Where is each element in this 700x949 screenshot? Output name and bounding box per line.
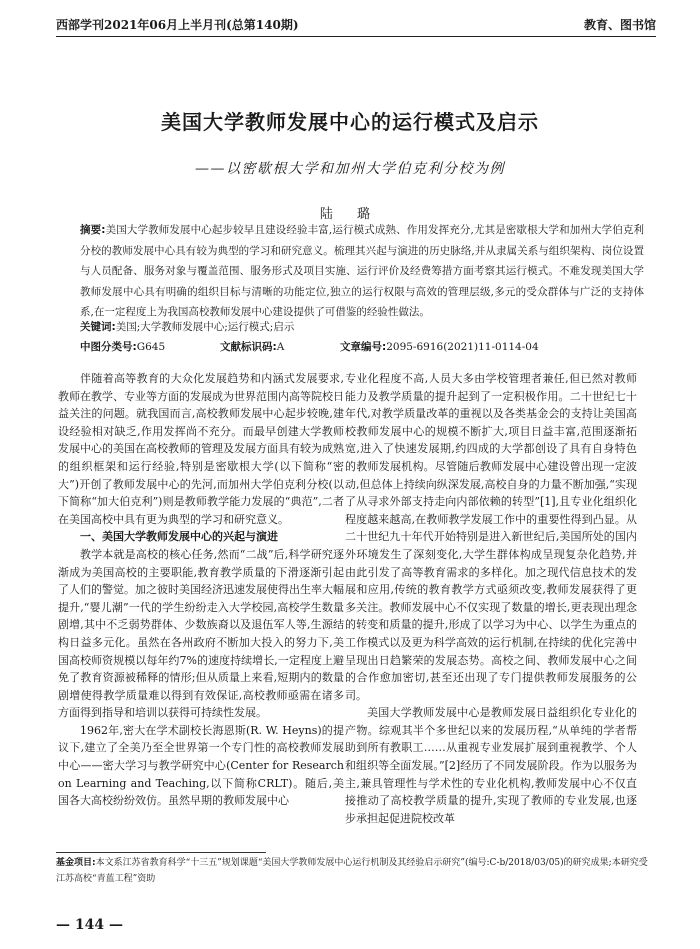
doc-code [220,339,284,354]
section-header: 教育、图书馆 [583,18,656,32]
funding-footnote [56,855,656,887]
keywords [80,319,644,334]
classification [80,339,165,354]
body-column-right [345,370,637,827]
footnote-label: 基金项目: [56,858,96,868]
body-paragraph: 伴随着高等教育的大众化发展趋势和内涵式发展要求,教师在教学、专业等方面的发展成为世界范围内高等院校日益关注的问题。就我国而言,高校教师发展中心起步较晚,建设经验相对缺乏,作用发挥尚不充分。而最早创建大学教师发展中心的美国在高校教师的管理及发展方面具有较为成熟的组织框架和运行经验,特别是密歇根大学(以下简称“密大”)开创了教师发展中心的先河,而加州大学伯克利分校(以下简称“加大伯克利”)则是教师教学能力发展的“典范”,二者在美国高校中具有更为典型的学习和研究意义。 [58,372,344,526]
body-paragraph: 美国大学教师发展中心是教师发展日益组织化专业化的产物。综观其半个多世纪以来的发展历程,“从单纯的学者帮助到所有教职工……从重视专业发展扩展到重视教学、个人和组织等全面发展。”[2]经历了不同发展阶段。作为以服务为主,兼具管理性与学术性的专业化机构,教师发展中心不仅直接推动了高校教学质量的提升,实现了教师的专业发展,也逐步承担起促进院校改革 [345,706,637,825]
page-number: — 144 — [56,917,123,933]
footnote-divider [56,852,266,853]
section-heading: 一、美国大学教师发展中心的兴起与演进 [80,530,278,544]
article-number-value: 2095-6916(2021)11-0114-04 [386,341,539,353]
classification-label: 中图分类号: [80,341,137,353]
keywords-text: 美国;大学教师发展中心;运行模式;启示 [115,321,295,333]
doc-code-value: A [276,341,285,353]
journal-header: 西部学刊2021年06月上半月刊(总第140期) [56,18,299,32]
article-subtitle: ——以密歇根大学和加州大学伯克利分校为例 [195,161,505,177]
body-paragraph: 专业化程度不高,人员大多由学校管理者兼任,但已然对教师能力及教学质量的提升起到了一定积极作用。二十世纪七十年代,对教学质量改革的重视以及各类基金会的支持让美国高校教师发展中心的规模不断扩大,项目日益丰富,范围逐渐拓宽,进入了快速发展期,约四成的大学都创设了具有自身特色的教师发展机构。尽管随后教师发展中心建设曾出现一定波动,但总体上持续向纵深发展,高校自身的力量不断加强,“实现了从寻求外部支持走向内部依赖的转型”[1],且专业化组织化程度越来越高,在教师教学发展工作中的重要性得到凸显。从二十世纪九十年代开始特别是进入新世纪后,美国所处的国内外环境发生了深刻变化,大学生群体构成呈现复杂化趋势,并由此引发了高等教育需求的多样化。加之现代信息技术的发展和应用,传统的教育教学方式亟须改变,教师发展获得了更多关注。教师发展中心不仅实现了数量的增长,更表现出理念的转变和质量的提升,形成了以学习为中心、以学生为重点的工作模式以及更为科学高效的运行机制,在持续的优化完善中呈现出日趋繁荣的发展态势。高校之间、教师发展中心之间的合作愈加密切,甚至还出现了专门提供教师发展服务的公司。 [345,372,637,702]
abstract-label: 摘要: [80,224,106,236]
body-column-left [58,370,344,810]
footnote-text: 本文系江苏省教育科学“十三五”规划课题“美国大学教师发展中心运行机制及其经验启示研究”(编号:C-b/2018/03/05)的研究成果;本研究受江苏高校“青蓝工程”资助 [56,858,648,884]
abstract [80,220,644,323]
article-number [340,339,539,354]
body-paragraph: 1962年,密大在学术副校长海恩斯(R. W. Heyns)的提议下,建立了全美乃至全世界第一个专门性的高校教师发展中心——密大学习与教学研究中心(Center for Research on Learning and Teaching,以下简称CRLT)。随后,美国各大高校纷纷效仿。虽然早期的教师发展中心 [58,723,344,808]
article-number-label: 文章编号: [340,341,387,353]
header-divider [56,36,656,37]
keywords-label: 关键词: [80,321,116,333]
article-title: 美国大学教师发展中心的运行模式及启示 [161,110,539,134]
body-paragraph: 教学本就是高校的核心任务,然而“二战”后,科学研究逐渐成为美国高校的主要职能,教育教学质量的下滑逐渐引起了人们的警觉。加之彼时美国经济迅速发展使得出生率大幅提升,“婴儿潮”一代的学生纷纷走入大学校园,高校学生数量剧增,其中不乏弱势群体、少数族裔以及退伍军人等,生源结构日益多元化。虽然在各州政府不断加大投入的努力下,美国高校师资规模以每年约7%的速度持续增长,一定程度上避免了教育资源被稀释的情形;但从质量上来看,短期内的数量剧增使得教学质量难以得到有效保证,高校教师亟需在诸多方面得到指导和培训以获得可持续性发展。 [58,547,344,720]
author-name: 陆 璐 [319,207,381,222]
doc-code-label: 文献标识码: [220,341,277,353]
abstract-text: 美国大学教师发展中心起步较早且建设经验丰富,运行模式成熟、作用发挥充分,尤其是密歇根大学和加州大学伯克利分校的教师发展中心具有较为典型的学习和研究意义。梳理其兴起与演进的历史脉络,并从隶属关系与组织架构、岗位设置与人员配备、服务对象与覆盖范围、服务形式及项目实施、运行评价及经费筹措方面考察其运行模式。不难发现美国大学教师发展中心具有明确的组织目标与清晰的功能定位,独立的运行权限与高效的管理层级,多元的受众群体与广泛的支持体系,在一定程度上为我国高校教师发展中心建设提供了可借鉴的经验性做法。 [80,224,644,319]
article-meta [80,339,644,353]
classification-value: G645 [136,341,166,353]
